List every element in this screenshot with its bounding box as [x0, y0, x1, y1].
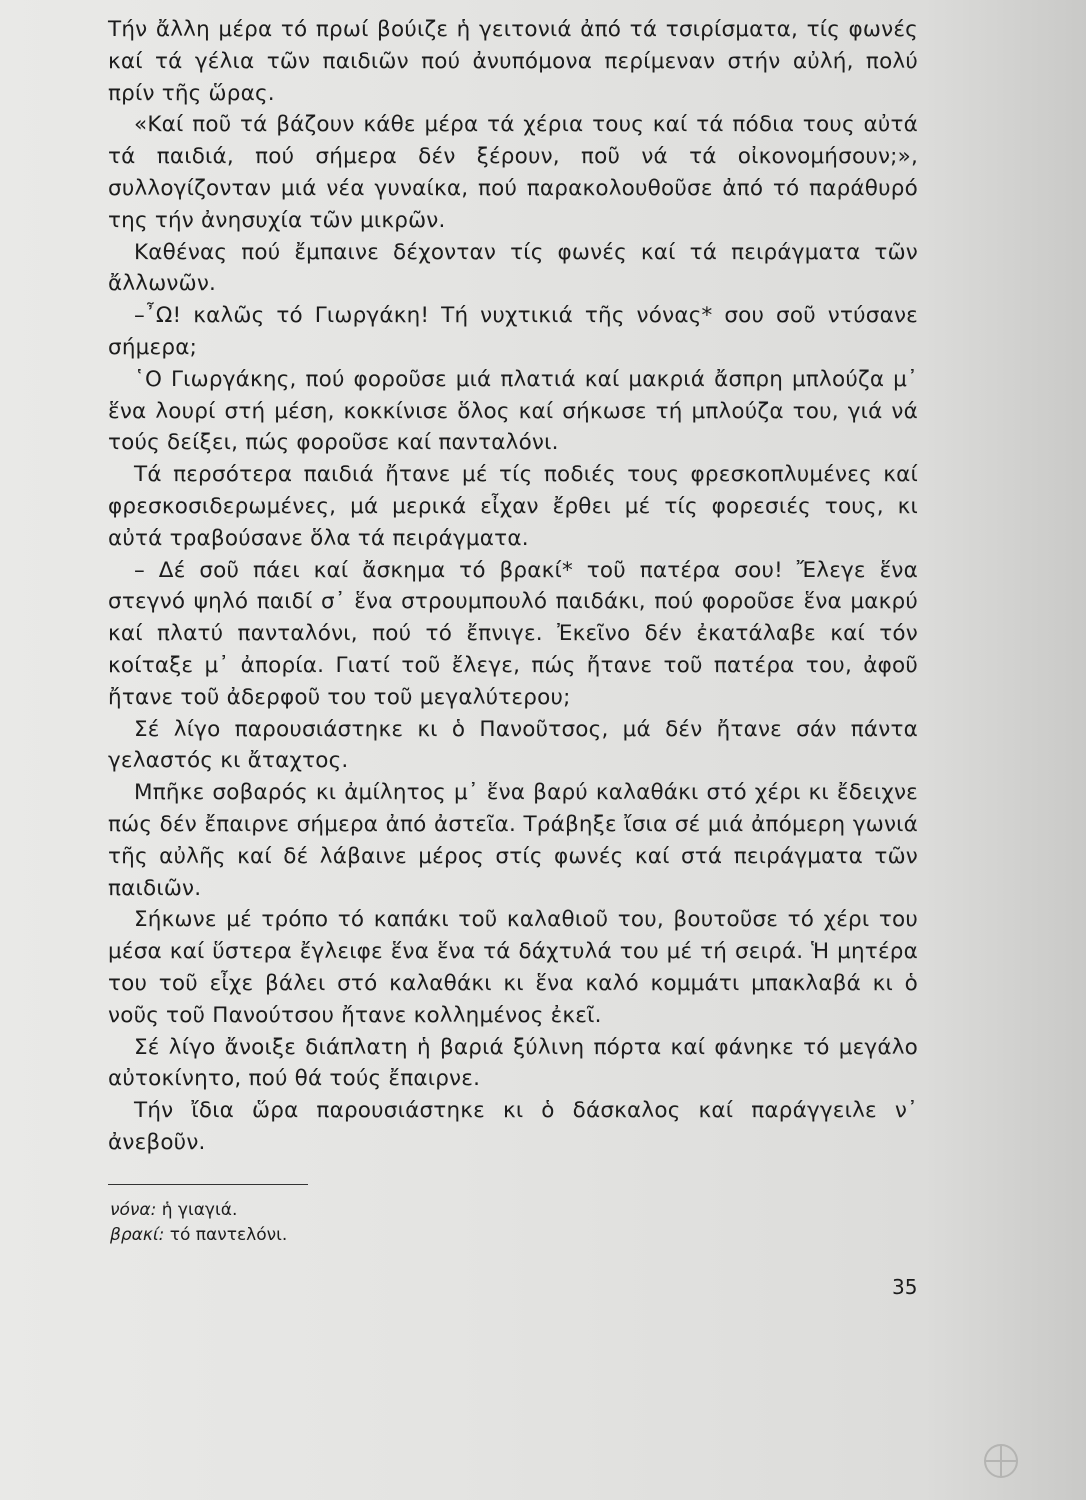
paragraph: Τά περσότερα παιδιά ἤτανε μέ τίς ποδιές τους φρεσκοπλυμένες καί φρεσκοσιδερωμένες, μά μερικά εἶχαν ἔρθει μέ τίς φορεσιές τους, κι αὐτά τραβούσανε ὅλα τά πειράγματα.: [108, 462, 918, 551]
paragraph: Σέ λίγο ἄνοιξε διάπλατη ἡ βαριά ξύλινη πόρτα καί φάνηκε τό μεγάλο αὐτοκίνητο, πού θά τούς ἔπαιρνε.: [108, 1034, 918, 1092]
footnote: [110, 1198, 287, 1223]
paragraph: Καθένας πού ἔμπαινε δέχονταν τίς φωνές καί τά πειράγματα τῶν ἄλλωνῶν.: [108, 239, 918, 297]
footnote-definition: τό παντελόνι.: [169, 1225, 288, 1245]
footnote-term: βρακί:: [110, 1225, 165, 1245]
paragraph: – Δέ σοῦ πάει καί ἄσκημα τό βρακί* τοῦ πατέρα σου! Ἔλεγε ἕνα στεγνό ψηλό παιδί σ᾽ ἕνα στρουμπουλό παιδάκι, πού φοροῦσε ἕνα μακρύ καί πλατύ πανταλόνι, πού τό ἔπνιγε. Ἐκεῖνο δέν ἐκατάλαβε καί τόν κοίταξε μ᾽ ἀπορία. Γιατί τοῦ ἔλεγε, πώς ἤτανε τοῦ πατέρα του, ἀφοῦ ἤτανε τοῦ ἀδερφοῦ του τοῦ μεγαλύτερου;: [108, 557, 918, 710]
library-stamp-icon: [982, 1442, 1020, 1480]
paragraph: ῾Ο Γιωργάκης, πού φοροῦσε μιά πλατιά καί μακριά ἄσπρη μπλούζα μ᾽ ἕνα λουρί στή μέση, κοκκίνισε ὅλος καί σήκωσε τή μπλούζα του, γιά νά τούς δείξει, πώς φοροῦσε καί πανταλόνι.: [108, 366, 918, 456]
paragraph: Τήν ἄλλη μέρα τό πρωί βούιζε ἡ γειτονιά ἀπό τά τσιρίσματα, τίς φωνές καί τά γέλια τῶν παιδιῶν πού ἀνυπόμονα περίμεναν στήν αὐλή, πολύ πρίν τῆς ὥρας.: [108, 17, 918, 106]
footnote-divider: [108, 1184, 308, 1185]
footnote-term: νόνα:: [110, 1200, 157, 1220]
paragraph: «Καί ποῦ τά βάζουν κάθε μέρα τά χέρια τους καί τά πόδια τους αὐτά τά παιδιά, πού σήμερα δέν ξέρουν, ποῦ νά τά οἰκονομήσουν;», συλλογίζονταν μιά νέα γυναίκα, πού παρακολουθοῦσε ἀπό τό παράθυρό της τήν ἀνησυχία τῶν μικρῶν.: [108, 112, 918, 233]
paragraph: Σήκωνε μέ τρόπο τό καπάκι τοῦ καλαθιοῦ του, βουτοῦσε τό χέρι του μέσα καί ὕστερα ἔγλειφε ἕνα ἕνα τά δάχτυλά του μέ τή σειρά. Ἡ μητέρα του τοῦ εἶχε βάλει στό καλαθάκι κι ἕνα καλό κομμάτι μπακλαβά κι ὁ νοῦς τοῦ Πανούτσου ἤτανε κολλημένος ἐκεῖ.: [108, 907, 918, 1028]
body-text: [108, 14, 918, 1159]
paragraph: Σέ λίγο παρουσιάστηκε κι ὁ Πανοῦτσος, μά δέν ἤτανε σάν πάντα γελαστός κι ἄταχτος.: [108, 716, 918, 774]
footnotes: [110, 1198, 287, 1248]
footnote-definition: ἡ γιαγιά.: [161, 1200, 238, 1220]
paragraph: Μπῆκε σοβαρός κι ἀμίλητος μ᾽ ἕνα βαρύ καλαθάκι στό χέρι κι ἔδειχνε πώς δέν ἔπαιρνε σήμερα ἀπό ἀστεῖα. Τράβηξε ἴσια σέ μιά ἀπόμερη γωνιά τῆς αὐλῆς καί δέ λάβαινε μέρος στίς φωνές καί στά πειράγματα τῶν παιδιῶν.: [108, 780, 918, 901]
paragraph: Τήν ἴδια ὥρα παρουσιάστηκε κι ὁ δάσκαλος καί παράγγειλε ν᾽ ἀνεβοῦν.: [108, 1098, 918, 1155]
page-number: 35: [892, 1275, 918, 1299]
paragraph: –῏Ω! καλῶς τό Γιωργάκη! Τή νυχτικιά τῆς νόνας* σου σοῦ ντύσανε σήμερα;: [108, 303, 918, 360]
footnote: [110, 1223, 287, 1248]
